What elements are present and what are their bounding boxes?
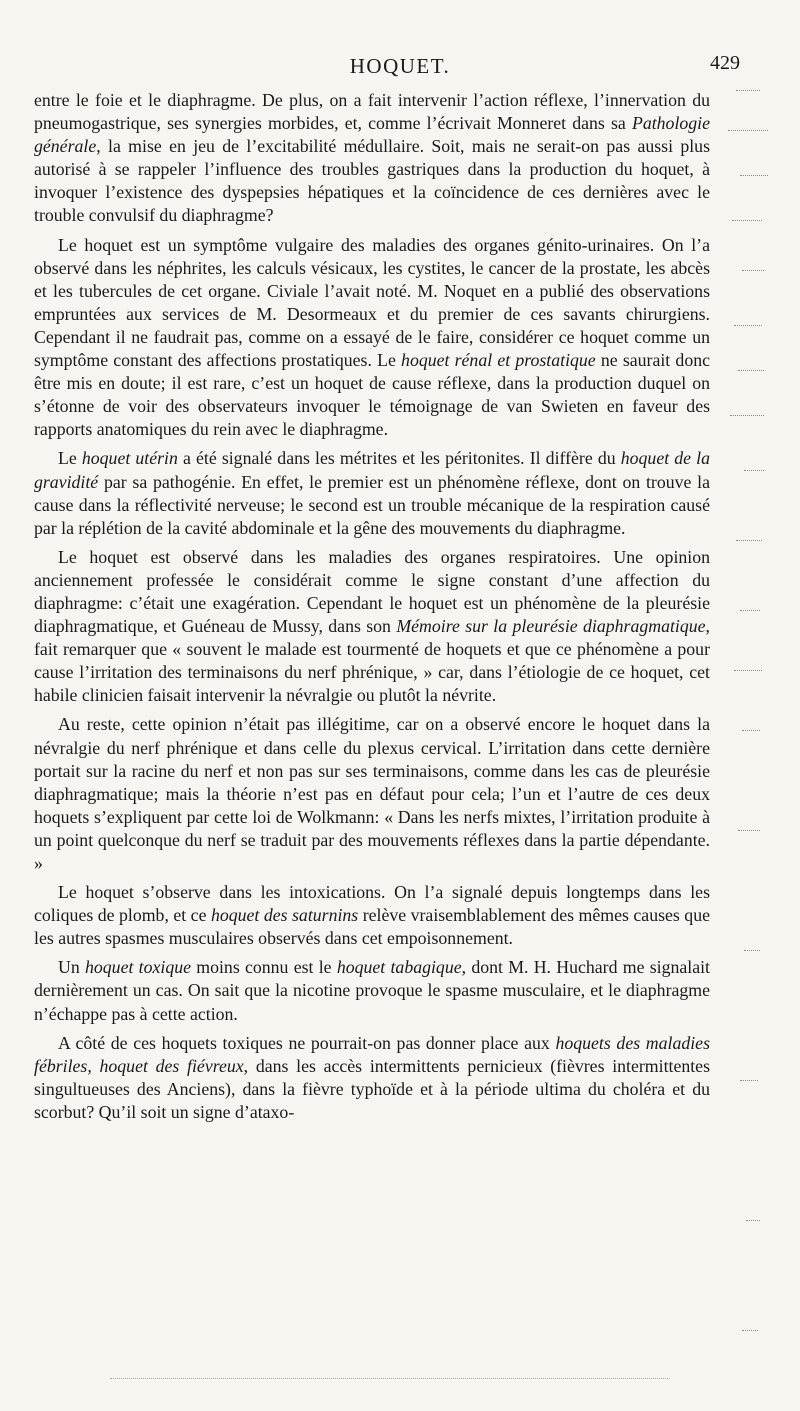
text-run: moins connu est le — [191, 957, 337, 978]
margin-tick — [728, 130, 768, 131]
paragraph — [34, 713, 710, 875]
margin-tick — [742, 730, 760, 731]
margin-tick — [746, 1220, 760, 1221]
margin-tick — [740, 175, 768, 176]
text-run: , la mise en jeu de l’excitabilité médullaire. Soit, mais ne serait-on pas aussi plus autorisé à se rappeler l’influence des troubles gastriques dans la production du hoquet, à invoquer l’existence des dyspepsies hépatiques et la coïncidence de ces dernières avec le trouble convulsif du diaphragme? — [34, 136, 710, 226]
margin-tick — [740, 1080, 758, 1081]
paragraph — [34, 234, 710, 442]
text-run: a été signalé dans les métrites et les péritonites. Il diffère du — [177, 448, 621, 469]
margin-tick — [732, 220, 762, 221]
text-run: Le hoquet est observé dans les maladies des organes respiratoires. Une opinion anciennement professée le considérait comme le signe constant d’une affection du diaphragme: c’était une exagération. Cependant le hoquet est un phénomène de la pleurésie diaphragmatique, et Guéneau de Mussy, dans son — [34, 546, 710, 637]
paragraph — [34, 881, 710, 950]
margin-tick — [738, 370, 764, 371]
italic-phrase: hoquet toxique — [85, 957, 191, 978]
paragraph — [34, 956, 710, 1025]
italic-phrase: Mémoire sur la pleurésie diaphragmatique — [396, 616, 706, 637]
paragraph — [34, 546, 710, 708]
paragraph — [34, 1032, 710, 1124]
page-header — [40, 50, 760, 90]
margin-tick — [740, 610, 760, 611]
text-run: Un — [58, 957, 85, 978]
italic-phrase: hoquet de la gravidité — [34, 448, 710, 492]
body-text — [34, 89, 710, 1124]
italic-phrase: hoquet rénal et prostatique — [401, 350, 596, 371]
text-run: relève vraisemblablement des mêmes causes que les autres spasmes musculaires observés dans cet empoisonnement. — [34, 905, 710, 949]
paragraph — [34, 447, 710, 539]
italic-phrase: hoquets des maladies fébriles, hoquet des fiévreux — [34, 1032, 710, 1076]
margin-tick — [742, 270, 764, 271]
page-number: 429 — [710, 52, 740, 74]
text-run: , dans les accès intermittents pernicieux (fièvres intermittentes singultueuses des Anciens), dans la fièvre typhoïde et à la période ultima du choléra et du scorbut? Qu’il soit un signe d’ataxo- — [34, 1055, 710, 1122]
italic-phrase: Pathologie générale — [34, 113, 710, 157]
margin-tick — [730, 415, 764, 416]
margin-tick — [742, 1330, 758, 1331]
italic-phrase: hoquet utérin — [81, 448, 178, 469]
margin-marks — [728, 70, 788, 1370]
text-run: Le — [58, 448, 82, 469]
italic-phrase: hoquet des saturnins — [210, 905, 359, 926]
text-run: Le hoquet s’observe dans les intoxications. On l’a signalé depuis longtemps dans les coliques de plomb, et ce — [34, 882, 710, 926]
text-run: , fait remarquer que « souvent le malade est tourmenté de hoquets et que ce phénomène a pour cause l’irritation des terminaisons du nerf phrénique, » car, dans l’étiologie de ce hoquet, cet habile clinicien faisait intervenir la névralgie ou plutôt la névrite. — [34, 616, 710, 706]
margin-tick — [744, 950, 760, 951]
margin-tick — [738, 830, 760, 831]
text-run: , dont M. H. Huchard me signalait dernièrement un cas. On sait que la nicotine provoque le spasme musculaire, et le diaphragme n’échappe pas à cette action. — [34, 957, 710, 1024]
margin-tick — [734, 670, 762, 671]
margin-tick — [736, 540, 762, 541]
paragraph — [34, 89, 710, 228]
margin-tick — [744, 470, 764, 471]
text-run: par sa pathogénie. En effet, le premier est un phénomène réflexe, dont on trouve la cause dans la réflectivité nerveuse; le second est un trouble mécanique de la respiration causé par la réplétion de la cavité abdominale et la gêne des mouvements du diaphragme. — [34, 471, 710, 538]
bottom-specks — [110, 1378, 670, 1385]
text-run: ne saurait donc être mis en doute; il est rare, c’est un hoquet de cause réflexe, dans la production duquel on s’étonne de voir des observateurs invoquer le témoignage de van Swieten en faveur des rapports anatomiques du rein avec le diaphragme. — [34, 350, 710, 440]
text-run: entre le foie et le diaphragme. De plus, on a fait intervenir l’action réflexe, l’innervation du pneumogastrique, ses synergies morbides, et, comme l’écrivait Monneret dans sa — [34, 90, 710, 134]
text-run: A côté de ces hoquets toxiques ne pourrait-on pas donner place aux — [58, 1032, 556, 1053]
text-run: Au reste, cette opinion n’était pas illégitime, car on a observé encore le hoquet dans la névralgie du nerf phrénique et dans celle du plexus cervical. L’irritation dans cette dernière portait sur la racine du nerf et non pas sur ses terminaisons, comme dans les cas de pleurésie diaphragmatique; mais la théorie n’est pas en défaut pour cela; l’un et l’autre de ces deux hoquets s’expliquent par cette loi de Wolkmann: « Dans les nerfs mixtes, l’irritation produite à un point quelconque du nerf se traduit par des mouvements réflexes dans la partie dépendante. » — [34, 714, 710, 873]
running-title: HOQUET. — [349, 54, 451, 78]
margin-tick — [736, 90, 760, 91]
margin-tick — [734, 325, 762, 326]
italic-phrase: hoquet tabagique — [336, 957, 462, 978]
text-run: Le hoquet est un symptôme vulgaire des maladies des organes génito-urinaires. On l’a observé dans les néphrites, les calculs vésicaux, les cystites, le cancer de la prostate, les abcès et les tubercules de cet organe. Civiale l’avait noté. M. Noquet en a publié des observations empruntées aux services de M. Desormeaux et du premier de ces savants chirurgiens. Cependant il ne faudrait pas, comme on a essayé de le faire, considérer ce hoquet comme un symptôme constant des affections prostatiques. Le — [34, 234, 710, 371]
